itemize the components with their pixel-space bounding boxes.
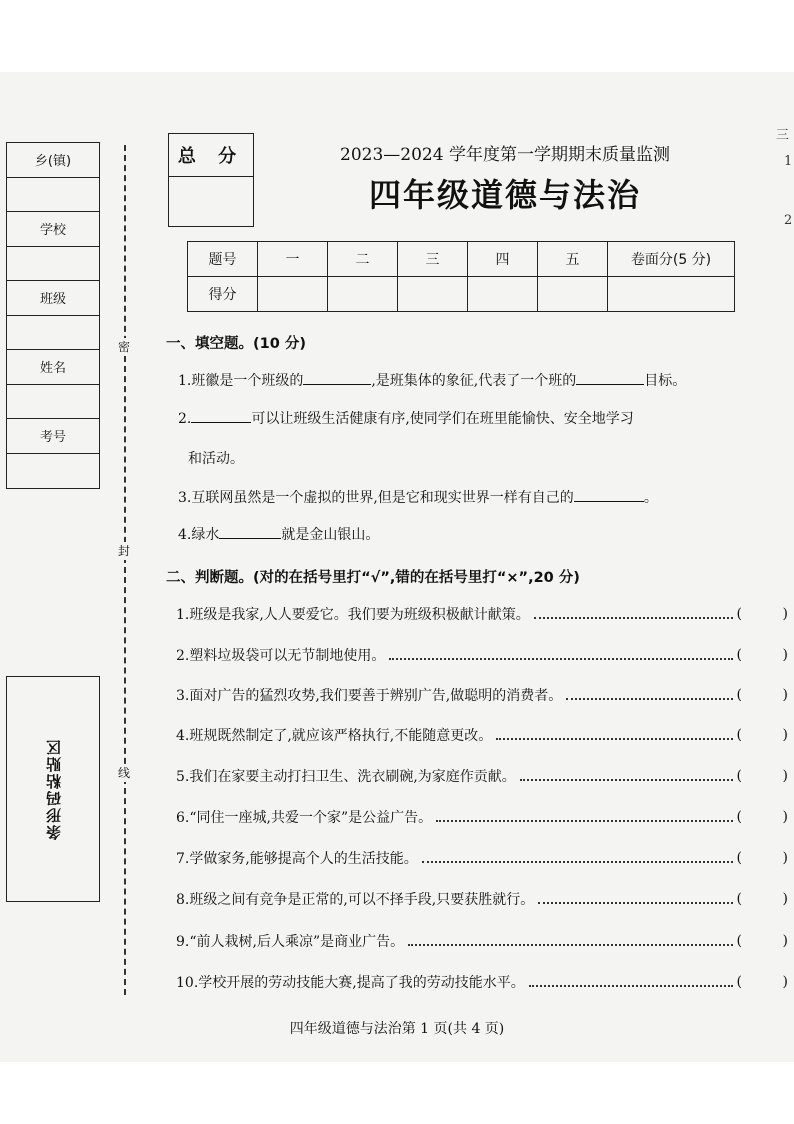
- score-table: [187, 241, 735, 312]
- score-col-5: 五: [538, 242, 608, 277]
- fill-q3-text-a: 3.互联网虽然是一个虚拟的世界,但是它和现实世界一样有自己的: [178, 490, 574, 506]
- barcode-label: 条形码粘贴区: [44, 738, 63, 840]
- seal-char-xian: 线: [118, 766, 131, 780]
- score-cell[interactable]: [328, 277, 398, 312]
- judge-item-3: [176, 685, 788, 705]
- answer-paren-open[interactable]: (: [736, 891, 742, 907]
- answer-paren-close: ): [782, 891, 788, 907]
- side-field-school: 学校: [7, 212, 99, 247]
- leader-dots: [534, 609, 733, 619]
- score-col-neatness: 卷面分(5 分): [608, 242, 735, 277]
- answer-paren-close: ): [782, 606, 788, 622]
- fill-q4-text-b: 就是金山银山。: [281, 527, 380, 543]
- side-field-town: 乡(镇): [7, 143, 99, 178]
- answer-paren-close: ): [782, 809, 788, 825]
- answer-paren-close: ): [782, 850, 788, 866]
- judge-item-8: [176, 889, 788, 909]
- fill-q1-text-c: 目标。: [644, 373, 687, 389]
- judge-item-text: 9.“前人栽树,后人乘凉”是商业广告。: [176, 934, 405, 950]
- answer-paren-open[interactable]: (: [736, 647, 742, 663]
- score-cell[interactable]: [258, 277, 328, 312]
- fill-q4-text-a: 4.绿水: [178, 527, 220, 543]
- score-cell[interactable]: [538, 277, 608, 312]
- seal-char-feng: 封: [118, 544, 131, 558]
- judge-item-6: [176, 807, 788, 827]
- score-col-1: 一: [258, 242, 328, 277]
- section1-heading: 一、填空题。(10 分): [166, 336, 306, 352]
- total-score-label: 总 分: [169, 134, 253, 177]
- judge-item-text: 8.班级之间有竞争是正常的,可以不择手段,只要获胜就行。: [176, 892, 535, 908]
- edge-mark-section3: 三: [776, 128, 790, 143]
- exam-title: 四年级道德与法治: [368, 176, 641, 214]
- answer-paren-open[interactable]: (: [736, 933, 742, 949]
- judge-item-2: [176, 645, 788, 665]
- fill-question-4: [178, 524, 778, 544]
- fill-q2-text-b: 可以让班级生活健康有序,使同学们在班里能愉快、安全地学习: [251, 411, 634, 427]
- fill-question-1: [178, 370, 778, 390]
- judge-item-9: [176, 931, 788, 951]
- section2-heading: 二、判断题。(对的在括号里打“√”,错的在括号里打“×”,20 分): [166, 570, 580, 586]
- fill-question-2: [178, 408, 778, 428]
- fill-q4-blank-1[interactable]: [219, 526, 281, 539]
- judge-item-7: [176, 848, 788, 868]
- fill-question-2-cont: 和活动。: [188, 451, 244, 467]
- judge-item-text: 10.学校开展的劳动技能大赛,提高了我的劳动技能水平。: [176, 975, 525, 991]
- judge-item-text: 4.班规既然制定了,就应该严格执行,不能随意更改。: [176, 728, 493, 744]
- fill-q1-text-a: 1.班徽是一个班级的: [178, 373, 304, 389]
- leader-dots: [422, 853, 733, 863]
- judge-item-text: 5.我们在家要主动打扫卫生、洗衣刷碗,为家庭作贡献。: [176, 769, 516, 785]
- judge-item-4: [176, 725, 788, 745]
- answer-paren-close: ): [782, 768, 788, 784]
- leader-dots: [566, 690, 732, 700]
- fill-q3-blank-1[interactable]: [574, 489, 644, 502]
- fill-q2-text-a: 2.: [178, 411, 192, 427]
- side-field-exam-number-value: [7, 454, 99, 489]
- leader-dots: [408, 936, 732, 946]
- score-col-3: 三: [398, 242, 468, 277]
- score-table-header-row: [188, 242, 735, 277]
- score-col-2: 二: [328, 242, 398, 277]
- side-field-name-value: [7, 385, 99, 420]
- student-info-table: [6, 142, 100, 489]
- leader-dots: [436, 812, 732, 822]
- answer-paren-close: ): [782, 647, 788, 663]
- answer-paren-open[interactable]: (: [736, 727, 742, 743]
- fill-q1-blank-1[interactable]: [303, 372, 371, 385]
- judge-item-5: [176, 766, 788, 786]
- side-field-town-value: [7, 178, 99, 213]
- answer-paren-open[interactable]: (: [736, 974, 742, 990]
- total-score-box: [168, 133, 254, 227]
- answer-paren-close: ): [782, 974, 788, 990]
- judge-item-text: 2.塑料垃圾袋可以无节制地使用。: [176, 648, 386, 664]
- exam-subtitle: 2023—2024 学年度第一学期期末质量监测: [340, 145, 670, 165]
- barcode-area: [6, 676, 100, 902]
- answer-paren-close: ): [782, 933, 788, 949]
- answer-paren-open[interactable]: (: [736, 606, 742, 622]
- fill-q1-blank-2[interactable]: [576, 372, 644, 385]
- score-cell[interactable]: [468, 277, 538, 312]
- score-table-score-row: [188, 277, 735, 312]
- score-cell[interactable]: [398, 277, 468, 312]
- side-field-exam-number: 考号: [7, 419, 99, 454]
- edge-mark-2: 2: [784, 213, 793, 228]
- answer-paren-open[interactable]: (: [736, 850, 742, 866]
- page-footer: 四年级道德与法治第 1 页(共 4 页): [289, 1021, 505, 1037]
- score-col-4: 四: [468, 242, 538, 277]
- answer-paren-open[interactable]: (: [736, 768, 742, 784]
- seal-dashed-line: [124, 145, 126, 995]
- fill-q1-text-b: ,是班集体的象征,代表了一个班的: [371, 373, 577, 389]
- side-field-school-value: [7, 247, 99, 282]
- judge-item-text: 1.班级是我家,人人要爱它。我们要为班级积极献计献策。: [176, 607, 530, 623]
- side-field-class-value: [7, 316, 99, 351]
- answer-paren-open[interactable]: (: [736, 687, 742, 703]
- fill-q3-text-b: 。: [643, 490, 658, 506]
- answer-paren-close: ): [782, 727, 788, 743]
- answer-paren-open[interactable]: (: [736, 809, 742, 825]
- fill-question-3: [178, 487, 778, 507]
- side-field-class: 班级: [7, 281, 99, 316]
- judge-item-text: 7.学做家务,能够提高个人的生活技能。: [176, 851, 418, 867]
- edge-mark-1: 1: [784, 154, 793, 169]
- leader-dots: [496, 730, 732, 740]
- fill-q2-blank-1[interactable]: [191, 410, 251, 423]
- answer-paren-close: ): [782, 687, 788, 703]
- judge-item-text: 6.“同住一座城,共爱一个家”是公益广告。: [176, 810, 433, 826]
- leader-dots: [538, 894, 732, 904]
- side-field-name: 姓名: [7, 350, 99, 385]
- judge-item-1: [176, 604, 788, 624]
- score-row-label: 得分: [188, 277, 258, 312]
- score-cell[interactable]: [608, 277, 735, 312]
- judge-item-10: [176, 972, 788, 992]
- leader-dots: [529, 977, 733, 987]
- leader-dots: [389, 650, 732, 660]
- score-table-header-label: 题号: [188, 242, 258, 277]
- seal-char-mi: 密: [118, 340, 131, 354]
- leader-dots: [520, 771, 733, 781]
- judge-item-text: 3.面对广告的猛烈攻势,我们要善于辨别广告,做聪明的消费者。: [176, 688, 563, 704]
